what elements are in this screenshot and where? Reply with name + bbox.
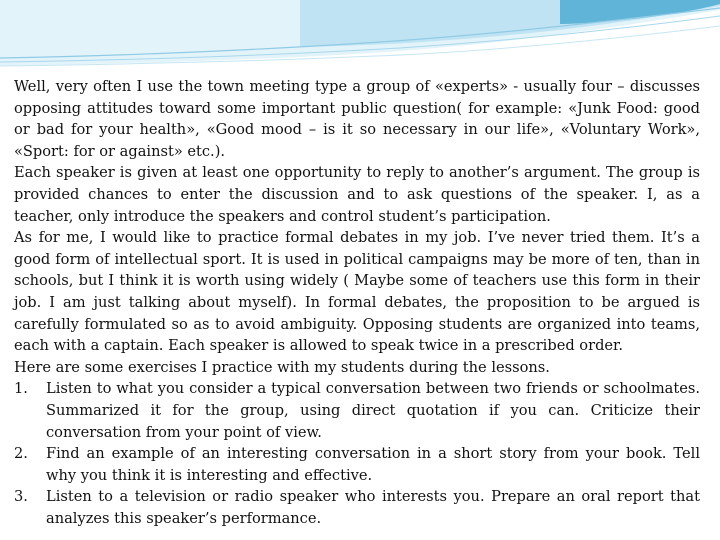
list-item (14, 378, 700, 443)
paragraph-speaker-reply: Each speaker is given at least one opportunity to reply to another’s argument. The group is provided chances to enter the discussion and to ask questions of the speaker. I, as a teacher, only introduce the speakers and control student’s participation. (14, 164, 700, 225)
list-item-number: 3. (14, 488, 28, 506)
list-item-text: Listen to a television or radio speaker who interests you. Prepare an oral report that analyzes this speaker’s performance. (46, 488, 700, 527)
list-item (14, 486, 700, 529)
paragraph-exercises-intro: Here are some exercises I practice with my students during the lessons. (14, 358, 550, 376)
list-item-number: 2. (14, 445, 28, 463)
list-item-text: Listen to what you consider a typical conversation between two friends or schoolmates. Summarized it for the group, using direct quotation if you can. Criticize their conversation from your point of view. (46, 380, 700, 441)
list-item-text: Find an example of an interesting conversation in a short story from your book. Tell why you think it is interesting and effective. (46, 445, 700, 484)
list-item-number: 1. (14, 380, 28, 398)
list-item (14, 443, 700, 486)
header-wave-decoration (0, 0, 720, 75)
paragraph-formal-debates: As for me, I would like to practice formal debates in my job. I’ve never tried them. It’s a good form of intellectual sport. It is used in political campaigns may be more of ten, than in schools, but I think it is worth using widely ( Maybe some of teachers use this form in their job. I am just talking about myself). In formal debates, the proposition to be argued is carefully formulated so as to avoid ambiguity. Opposing students are organized into teams, each with a captain. Each speaker is allowed to speak twice in a prescribed order. (14, 229, 700, 355)
exercise-list (14, 378, 700, 529)
paragraph-town-meeting: Well, very often I use the town meeting type a group of «experts» - usually four – discusses opposing attitudes toward some important public question( for example: «Junk Food: good or bad for your health», «Good mood – is it so necessary in our life», «Voluntary Work», «Sport: for or against» etc.). (14, 78, 700, 160)
document-body (14, 76, 700, 529)
